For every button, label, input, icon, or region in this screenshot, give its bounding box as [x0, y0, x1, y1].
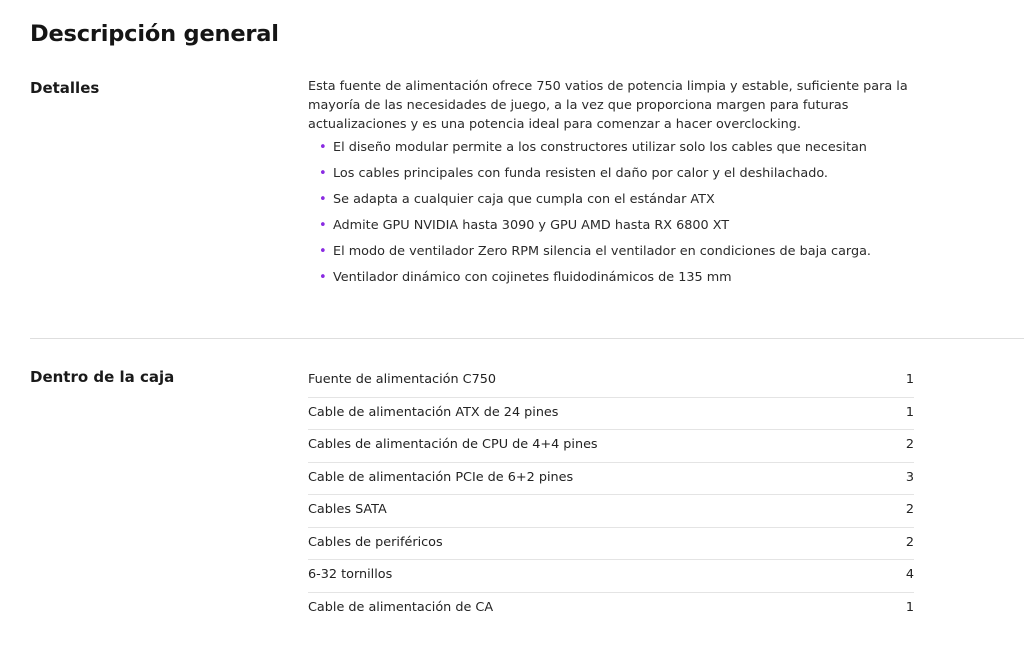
item-quantity: 3: [905, 469, 914, 485]
feature-list: [308, 138, 918, 294]
item-quantity: 2: [905, 502, 914, 517]
feature-item: • El diseño modular permite a los constructores utilizar solo los cables que necesitan: [319, 140, 867, 155]
table-row: [308, 528, 914, 561]
item-quantity: 1: [905, 372, 914, 387]
bullet-icon: •: [319, 218, 327, 233]
item-name: Fuente de alimentación C750: [308, 372, 496, 387]
page-title: Descripción general: [30, 21, 279, 48]
bullet-icon: •: [319, 166, 327, 181]
item-name: Cable de alimentación de CA: [308, 599, 494, 615]
table-row: [308, 495, 914, 528]
item-name: Cables SATA: [308, 502, 387, 517]
details-heading: Detalles: [30, 79, 100, 97]
bullet-icon: •: [319, 244, 327, 259]
item-quantity: 2: [905, 437, 914, 452]
bullet-icon: •: [319, 140, 327, 155]
section-divider: [30, 338, 1024, 339]
bullet-icon: •: [319, 270, 327, 285]
table-row: [308, 398, 914, 431]
table-row: [308, 560, 914, 593]
feature-item: • Los cables principales con funda resisten el daño por calor y el deshilachado.: [319, 166, 829, 181]
feature-item: • Se adapta a cualquier caja que cumpla con el estándar ATX: [319, 192, 715, 207]
item-name: 6-32 tornillos: [308, 567, 393, 582]
item-name: Cables de alimentación de CPU de 4+4 pines: [308, 437, 598, 452]
table-row: [308, 365, 914, 398]
feature-item: • Admite GPU NVIDIA hasta 3090 y GPU AMD hasta RX 6800 XT: [319, 218, 730, 233]
table-row: [308, 593, 914, 626]
feature-item: • El modo de ventilador Zero RPM silencia el ventilador en condiciones de baja carga.: [319, 244, 871, 259]
feature-item: • Ventilador dinámico con cojinetes fluidodinámicos de 135 mm: [319, 270, 732, 285]
item-quantity: 1: [905, 404, 914, 420]
item-name: Cable de alimentación ATX de 24 pines: [308, 404, 559, 420]
item-name: Cables de periféricos: [308, 534, 443, 550]
in-box-heading: Dentro de la caja: [30, 368, 175, 386]
details-description: Esta fuente de alimentación ofrece 750 vatios de potencia limpia y estable, suficiente para la mayoría de las necesidades de juego, a la vez que proporciona margen para futuras actualizaciones y es una potencia ideal para comenzar a hacer overclocking.: [308, 79, 908, 132]
in-box-table: [308, 365, 914, 625]
table-row: [308, 430, 914, 463]
item-quantity: 1: [905, 599, 914, 615]
details-section: [308, 77, 918, 294]
item-quantity: 4: [905, 567, 914, 582]
bullet-icon: •: [319, 192, 327, 207]
item-name: Cable de alimentación PCIe de 6+2 pines: [308, 469, 574, 485]
item-quantity: 2: [905, 534, 914, 550]
table-row: [308, 463, 914, 496]
